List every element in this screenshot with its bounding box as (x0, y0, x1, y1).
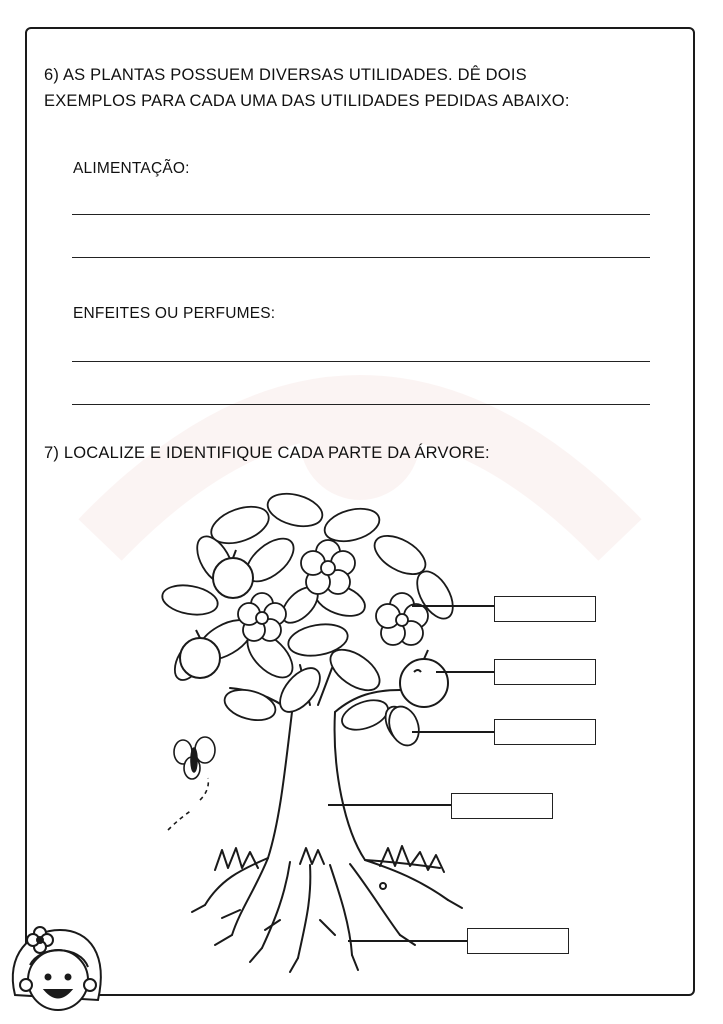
answer-box-root[interactable] (467, 928, 569, 954)
label-enfeites-perfumes: ENFEITES OU PERFUMES: (73, 305, 276, 322)
question-6-line-1: 6) AS PLANTAS POSSUEM DIVERSAS UTILIDADES. DÊ DOIS (44, 66, 527, 84)
answer-box-leaf[interactable] (494, 719, 596, 745)
tree-roots (192, 858, 462, 972)
butterfly-icon (168, 737, 215, 830)
answer-box-fruit[interactable] (494, 659, 596, 685)
answer-box-trunk[interactable] (451, 793, 553, 819)
question-6-line-2: EXEMPLOS PARA CADA UMA DAS UTILIDADES PEDIDAS ABAIXO: (44, 92, 570, 110)
question-7-title: 7) LOCALIZE E IDENTIFIQUE CADA PARTE DA ÁRVORE: (44, 444, 490, 462)
tree-trunk (268, 712, 365, 860)
label-alimentacao: ALIMENTAÇÃO: (73, 160, 190, 177)
answer-box-flower[interactable] (494, 596, 596, 622)
girl-mascot-icon (0, 915, 110, 1020)
